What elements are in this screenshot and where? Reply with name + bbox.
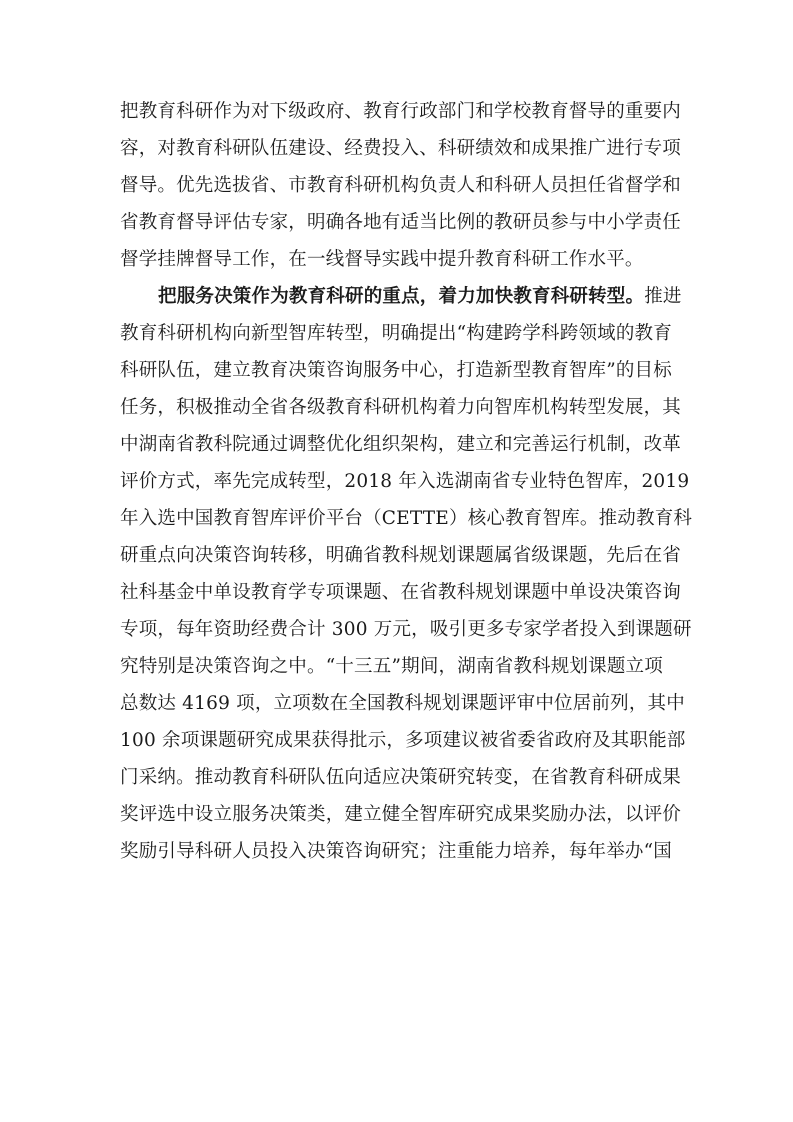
- text-line: 容，对教育科研队伍建设、经费投入、科研绩效和成果推广进行专项: [120, 138, 682, 159]
- text-line: 门采纳。推动教育科研队伍向适应决策研究转变，在省教育科研成果: [120, 767, 682, 788]
- text-line: 总数达 4169 项，立项数在全国教科规划课题评审中位居前列，其中: [120, 693, 685, 714]
- paragraph-heading-continuation: 推进: [644, 286, 682, 307]
- text-line: 省教育督导评估专家，明确各地有适当比例的教研员参与中小学责任: [120, 212, 682, 233]
- text-line: 奖评选中设立服务决策类，建立健全智库研究成果奖励办法，以评价: [120, 804, 682, 825]
- text-line: 督导。优先选拔省、市教育科研机构负责人和科研人员担任省督学和: [120, 175, 682, 196]
- paragraph-first-line: [158, 282, 680, 312]
- text-line: 奖励引导科研人员投入决策咨询研究；注重能力培养，每年举办“国: [120, 841, 672, 862]
- text-line: 督学挂牌督导工作，在一线督导实践中提升教育科研工作水平。: [120, 249, 644, 270]
- text-line: 中湖南省教科院通过调整优化组织架构，建立和完善运行机制，改革: [120, 434, 682, 455]
- text-line: 年入选中国教育智库评价平台（CETTE）核心教育智库。推动教育科: [120, 508, 693, 529]
- text-line: 100 余项课题研究成果获得批示，多项建议被省委省政府及其职能部: [120, 730, 686, 751]
- text-line: 评价方式，率先完成转型，2018 年入选湖南省专业特色智库，2019: [120, 471, 690, 492]
- text-line: 社科基金中单设教育学专项课题、在省教科规划课题中单设决策咨询: [120, 582, 682, 603]
- text-line: 任务，积极推动全省各级教育科研机构着力向智库机构转型发展，其: [120, 397, 682, 418]
- text-line: 科研队伍，建立教育决策咨询服务中心，打造新型教育智库”的目标: [120, 360, 672, 381]
- text-line: 研重点向决策咨询转移，明确省教科规划课题属省级课题，先后在省: [120, 545, 682, 566]
- paragraph-heading: 把服务决策作为教育科研的重点，着力加快教育科研转型。: [158, 286, 645, 307]
- text-line: 专项，每年资助经费合计 300 万元，吸引更多专家学者投入到课题研: [120, 619, 692, 640]
- text-line: 究特别是决策咨询之中。“十三五”期间，湖南省教科规划课题立项: [120, 656, 663, 677]
- text-line: 把教育科研作为对下级政府、教育行政部门和学校教育督导的重要内: [120, 101, 682, 122]
- text-line: 教育科研机构向新型智库转型，明确提出“构建跨学科跨领域的教育: [120, 323, 672, 344]
